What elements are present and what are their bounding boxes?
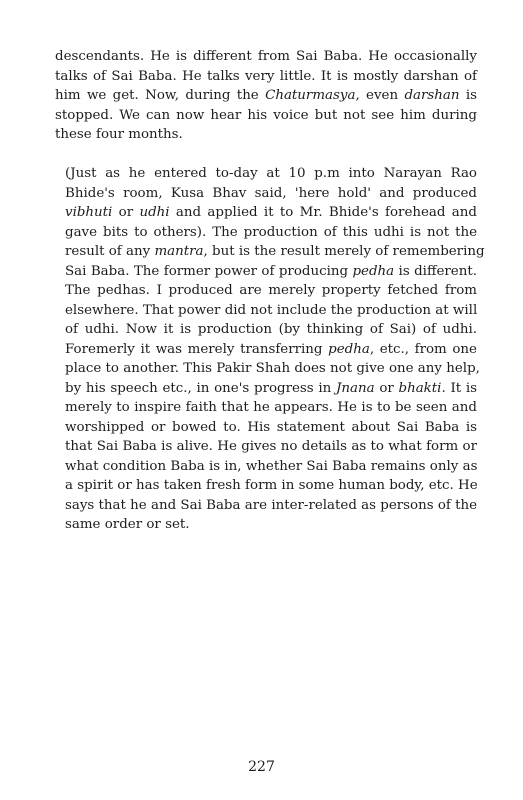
text-run: by his speech etc., in one's progress in <box>65 380 337 396</box>
text-run: , etc., from one <box>369 341 477 357</box>
text-run: , even <box>355 88 405 103</box>
text-run: a spirit or has taken fresh form in some human body, etc. He <box>65 478 478 493</box>
text-line <box>55 379 477 399</box>
italic-term: udhi <box>139 205 170 220</box>
text-line <box>55 106 477 126</box>
italic-term: bhakti <box>398 380 442 396</box>
text-line <box>55 476 477 496</box>
text-line <box>55 437 477 457</box>
text-run: or <box>374 380 399 396</box>
text-line <box>55 47 477 67</box>
text-run: gave bits to others). The production of this udhi is not the <box>65 224 477 240</box>
paragraph-2 <box>55 164 485 535</box>
text-line <box>55 203 477 223</box>
italic-term: vibhuti <box>65 205 113 220</box>
text-line <box>55 262 477 282</box>
text-run: worshipped or bowed to. His statement about Sai Baba is <box>65 419 477 435</box>
italic-term: pedha <box>352 263 395 279</box>
text-line <box>55 340 477 360</box>
text-line <box>55 281 477 301</box>
italic-term: darshan <box>404 88 460 103</box>
text-run: talks of Sai Baba. He talks very little. It is mostly darshan of <box>55 68 477 84</box>
text-run: of udhi. Now it is production (by thinking of Sai) of udhi. <box>65 322 477 337</box>
text-run: Bhide's room, Kusa Bhav said, 'here hold' and produced <box>65 185 477 201</box>
text-run: Sai Baba. The former power of producing <box>65 263 353 279</box>
text-line <box>55 242 485 262</box>
text-run: same order or set. <box>65 517 190 532</box>
text-run: stopped. We can now hear his voice but not see him during <box>55 107 477 123</box>
text-run: place to another. This Pakir Shah does not give one any help, <box>65 361 480 376</box>
text-run: (Just as he entered to-day at 10 p.m into Narayan Rao <box>65 166 477 181</box>
text-run: The pedhas. I produced are merely property fetched from <box>65 283 477 298</box>
text-line <box>55 125 477 145</box>
italic-term: pedha <box>328 341 370 357</box>
text-run: and applied it to Mr. Bhide's forehead and <box>169 205 477 220</box>
paragraph-1 <box>55 47 477 145</box>
text-line <box>55 301 477 321</box>
italic-term: Jnana <box>336 380 375 396</box>
text-line <box>55 418 477 438</box>
text-run: him we get. Now, during the <box>55 88 266 103</box>
italic-term: Chaturmasya <box>265 88 356 103</box>
text-line <box>55 515 477 535</box>
page-number: 227 <box>248 759 275 775</box>
text-run: or <box>112 205 140 220</box>
text-run: says that he and Sai Baba are inter-related as persons of the <box>65 497 478 513</box>
text-run: elsewhere. That power did not include the production at will <box>65 302 478 318</box>
text-line <box>55 67 477 87</box>
text-run: these four months. <box>55 127 183 142</box>
text-run: merely to inspire faith that he appears. He is to be seen and <box>65 400 477 415</box>
text-line <box>55 398 477 418</box>
text-run: result of any <box>65 244 155 259</box>
text-line <box>55 164 477 184</box>
text-line <box>55 496 477 516</box>
text-run: is <box>459 88 477 103</box>
text-run: . It is <box>441 380 477 396</box>
text-line <box>55 359 480 379</box>
text-run: that Sai Baba is alive. He gives no details as to what form or <box>65 439 477 454</box>
text-line <box>55 457 477 477</box>
text-line <box>55 223 477 243</box>
text-line <box>55 86 477 106</box>
text-line <box>55 184 477 204</box>
italic-term: mantra <box>154 244 204 259</box>
text-run: Foremerly it was merely transferring <box>65 341 329 357</box>
text-run: descendants. He is different from Sai Baba. He occasionally <box>55 49 477 64</box>
text-run: what condition Baba is in, whether Sai Baba remains only as <box>65 458 478 474</box>
text-line <box>55 320 477 340</box>
text-run: , but is the result merely of remembering <box>203 244 485 259</box>
text-run: is different. <box>394 263 477 279</box>
